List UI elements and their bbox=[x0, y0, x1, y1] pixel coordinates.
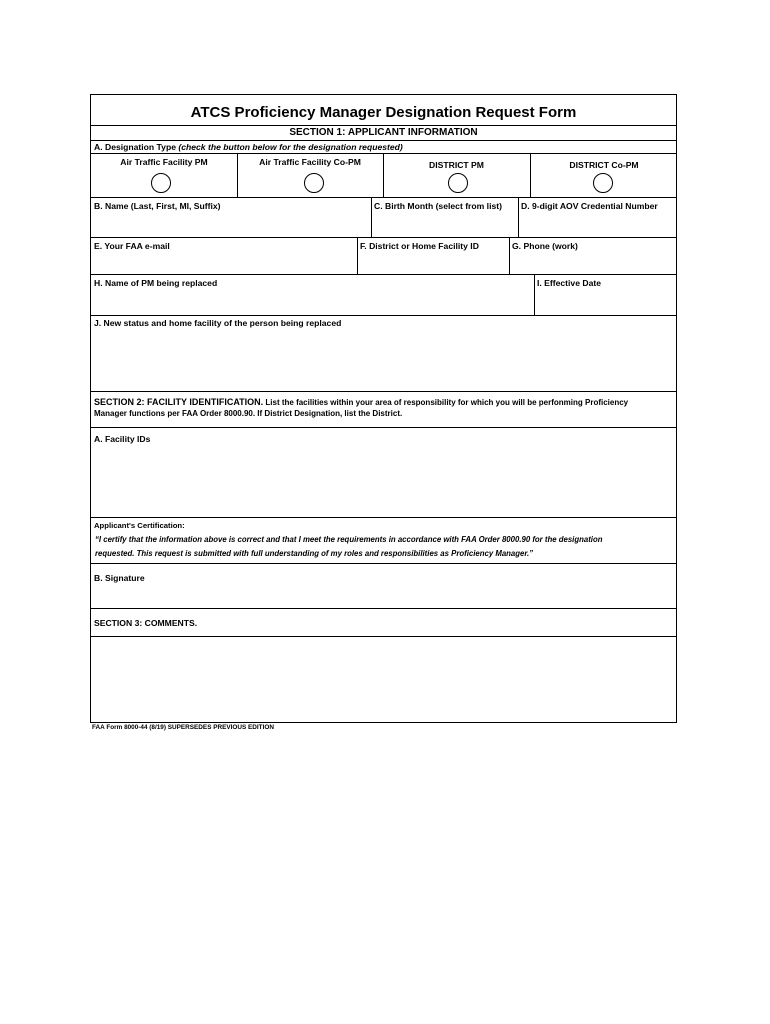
signature-label: B. Signature bbox=[94, 573, 145, 583]
section-2-text: List the facilities within your area of responsibility for which you will be perfonming Proficiency bbox=[263, 398, 629, 407]
district-id-label: F. District or Home Facility ID bbox=[360, 241, 479, 251]
name-label: B. Name (Last, First, MI, Suffix) bbox=[94, 201, 221, 211]
option-district-co-pm[interactable] bbox=[530, 153, 678, 197]
pm-replaced-field[interactable] bbox=[91, 274, 534, 315]
aov-number-field[interactable] bbox=[518, 197, 678, 237]
email-field[interactable] bbox=[91, 237, 357, 274]
new-status-field[interactable] bbox=[91, 315, 678, 391]
phone-field[interactable] bbox=[509, 237, 678, 274]
facility-pm-radio[interactable] bbox=[151, 173, 171, 193]
name-field[interactable] bbox=[91, 197, 371, 237]
certification-line: “I certify that the information above is correct and that I meet the requirements in accordance with FAA Order 8000.90 for the designation bbox=[95, 535, 603, 544]
option-label: Air Traffic Facility Co-PM bbox=[259, 157, 361, 167]
facility-co-pm-radio[interactable] bbox=[304, 173, 324, 193]
section-2-text: Manager functions per FAA Order 8000.90. If District Designation, list the District. bbox=[94, 409, 403, 418]
pm-replaced-label: H. Name of PM being replaced bbox=[94, 278, 218, 288]
option-facility-pm[interactable] bbox=[91, 153, 237, 197]
email-label: E. Your FAA e-mail bbox=[94, 241, 170, 251]
form-footer: FAA Form 8000-44 (8/19) SUPERSEDES PREVIOUS EDITION bbox=[92, 724, 274, 731]
option-label: Air Traffic Facility PM bbox=[120, 157, 208, 167]
form-title: ATCS Proficiency Manager Designation Request Form bbox=[190, 104, 577, 121]
aov-number-label: D. 9-digit AOV Credential Number bbox=[521, 201, 658, 211]
birth-month-select[interactable] bbox=[371, 197, 518, 237]
district-id-field[interactable] bbox=[357, 237, 509, 274]
birth-month-label: C. Birth Month (select from list) bbox=[374, 201, 502, 211]
section-3-title: SECTION 3: COMMENTS. bbox=[94, 618, 198, 628]
district-co-pm-radio[interactable] bbox=[593, 173, 613, 193]
effective-date-label: I. Effective Date bbox=[537, 278, 601, 288]
facility-ids-field[interactable] bbox=[91, 427, 678, 517]
phone-label: G. Phone (work) bbox=[512, 241, 578, 251]
signature-field[interactable] bbox=[91, 564, 678, 608]
option-label: DISTRICT Co-PM bbox=[569, 160, 639, 170]
facility-ids-label: A. Facility IDs bbox=[94, 434, 151, 444]
section-2-title: SECTION 2: FACILITY IDENTIFICATION. bbox=[94, 397, 264, 407]
comments-field[interactable] bbox=[91, 637, 678, 722]
divider bbox=[91, 140, 676, 141]
section-1-title: SECTION 1: APPLICANT INFORMATION bbox=[289, 127, 478, 138]
certification-heading: Applicant's Certification: bbox=[94, 521, 185, 530]
district-pm-radio[interactable] bbox=[448, 173, 468, 193]
certification-text bbox=[95, 533, 675, 560]
option-facility-co-pm[interactable] bbox=[237, 153, 383, 197]
section-2-header bbox=[94, 397, 674, 419]
option-district-pm[interactable] bbox=[383, 153, 530, 197]
certification-line: requested. This request is submitted with full understanding of my roles and responsibilities as Proficiency Manager.” bbox=[95, 548, 534, 558]
option-label: DISTRICT PM bbox=[429, 160, 484, 170]
designation-request-form bbox=[90, 94, 677, 723]
effective-date-field[interactable] bbox=[534, 274, 678, 315]
designation-type-label: A. Designation Type (check the button below for the designation requested) bbox=[94, 142, 403, 152]
divider bbox=[91, 125, 676, 126]
new-status-label: J. New status and home facility of the person being replaced bbox=[94, 318, 342, 328]
